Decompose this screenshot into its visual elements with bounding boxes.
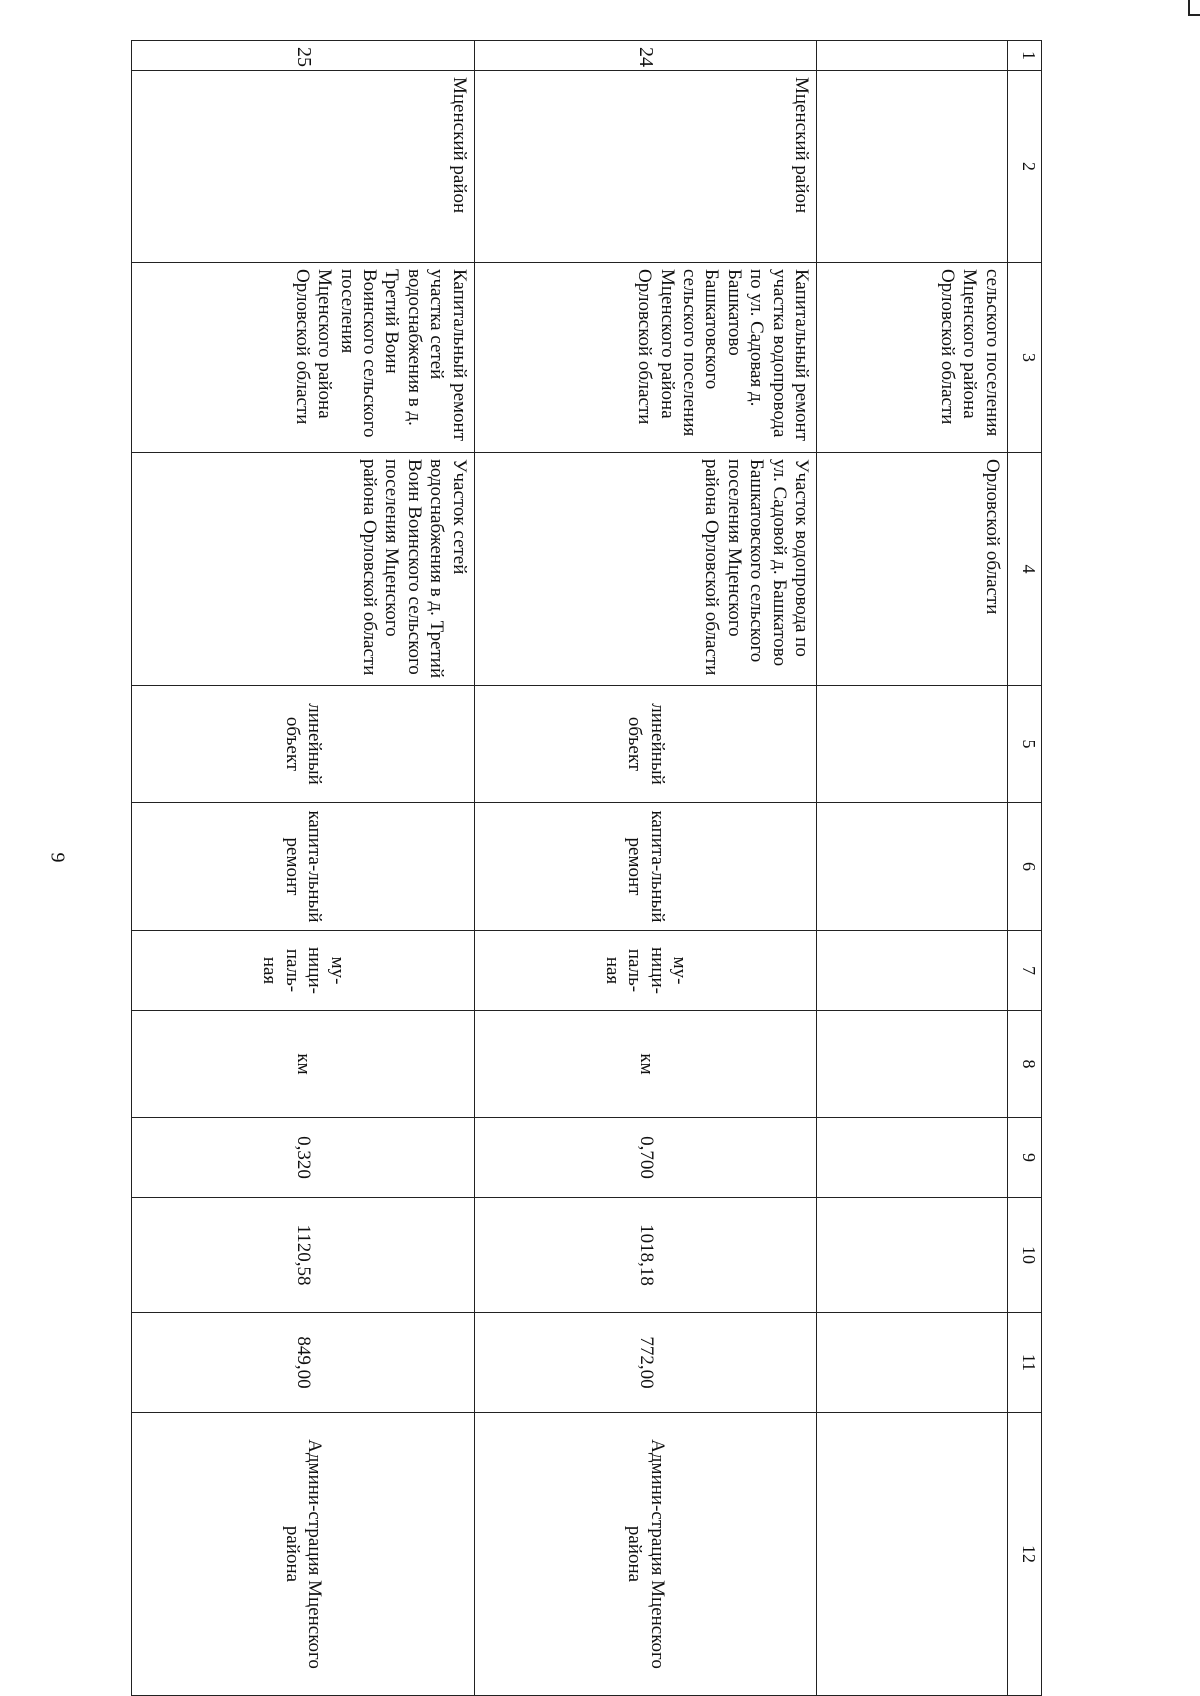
cell — [817, 41, 1008, 71]
cell-type: линейный объект — [132, 686, 475, 803]
col-number: 5 — [1007, 686, 1041, 803]
cell-name: Капитальный ремонт участка водопровода по ул. Садовая д. Башкатово Башкатовского сельского поселения Мценского района Орловской области — [474, 263, 817, 453]
cell-work: капита-льный ремонт — [474, 803, 817, 931]
col-number: 2 — [1007, 71, 1041, 263]
table-row-continuation — [817, 41, 1008, 1696]
col-number: 6 — [1007, 803, 1041, 931]
cell-name-continuation: сельского поселения Мценского района Орловской области — [817, 263, 1008, 453]
col-number: 3 — [1007, 263, 1041, 453]
cell — [817, 1313, 1008, 1413]
column-number-row — [1007, 41, 1041, 1696]
cell — [817, 71, 1008, 263]
cell-cost: 1018,18 — [474, 1198, 817, 1313]
cell-cost: 1120,58 — [132, 1198, 475, 1313]
cell-quantity: 0,320 — [132, 1118, 475, 1198]
cell-type: линейный объект — [474, 686, 817, 803]
cell-ownership: му-ници-паль-ная — [132, 931, 475, 1011]
cell — [817, 1011, 1008, 1118]
page-number: 9 — [46, 852, 69, 863]
cell-unit: км — [474, 1011, 817, 1118]
table-row — [474, 41, 817, 1696]
cell-object-continuation: Орловской области — [817, 453, 1008, 686]
col-number: 9 — [1007, 1118, 1041, 1198]
cell — [817, 803, 1008, 931]
row-number: 25 — [132, 41, 475, 71]
cell-customer: Админи-страция Мценского района — [474, 1413, 817, 1696]
objects-table — [131, 40, 1042, 1696]
cell-customer: Админи-страция Мценского района — [132, 1413, 475, 1696]
cell-work: капита-льный ремонт — [132, 803, 475, 931]
cell-quantity: 0,700 — [474, 1118, 817, 1198]
cell — [817, 931, 1008, 1011]
cell — [817, 1413, 1008, 1696]
col-number: 8 — [1007, 1011, 1041, 1118]
rotated-table-wrapper — [131, 40, 1042, 1695]
row-number: 24 — [474, 41, 817, 71]
col-number: 10 — [1007, 1198, 1041, 1313]
cell-district: Мценский район — [132, 71, 475, 263]
cell-value: 772,00 — [474, 1313, 817, 1413]
col-number: 11 — [1007, 1313, 1041, 1413]
cell — [817, 1198, 1008, 1313]
cell-object: Участок сетей водоснабжения в д. Третий Воин Воинского сельского поселения Мценского района Орловской области — [132, 453, 475, 686]
cell-unit: км — [132, 1011, 475, 1118]
cell — [817, 1118, 1008, 1198]
col-number: 1 — [1007, 41, 1041, 71]
cell-object: Участок водопровода по ул. Садовой д. Башкатово Башкатовского сельского поселения Мценского района Орловской области — [474, 453, 817, 686]
cell-value: 849,00 — [132, 1313, 475, 1413]
corner-mark — [1188, 0, 1200, 16]
cell-name: Капитальный ремонт участка сетей водоснабжения в д. Третий Воин Воинского сельского поселения Мценского района Орловской области — [132, 263, 475, 453]
table-row — [132, 41, 475, 1696]
cell-district: Мценский район — [474, 71, 817, 263]
col-number: 4 — [1007, 453, 1041, 686]
col-number: 12 — [1007, 1413, 1041, 1696]
cell-ownership: му-ници-паль-ная — [474, 931, 817, 1011]
cell — [817, 686, 1008, 803]
col-number: 7 — [1007, 931, 1041, 1011]
